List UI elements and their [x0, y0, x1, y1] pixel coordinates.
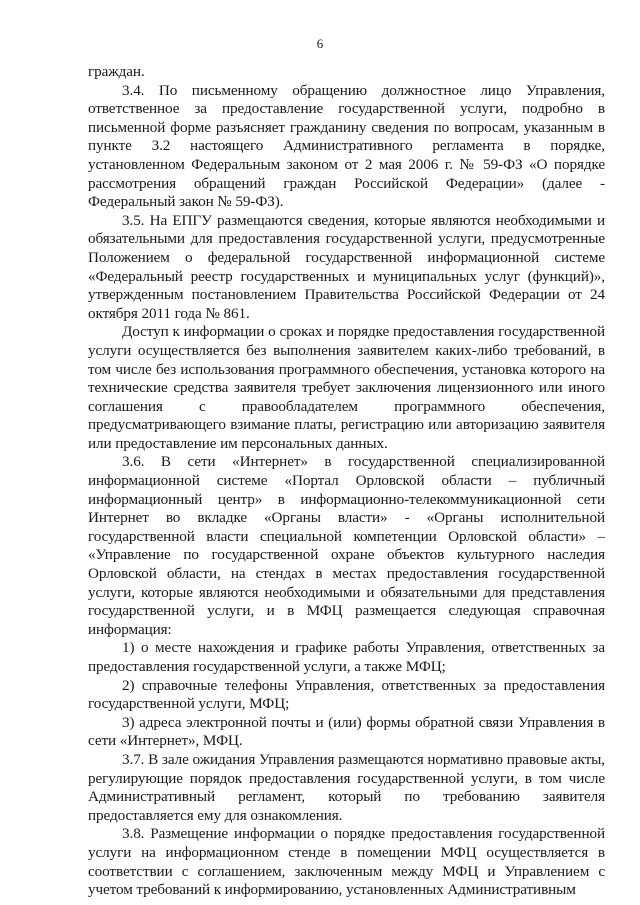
list-item-3: 3) адреса электронной почты и (или) формы обратной связи Управления в сети «Интернет», МФЦ. [88, 713, 605, 750]
document-body [88, 63, 605, 900]
paragraph-continuation: граждан. [88, 63, 145, 80]
page-number: 6 [316, 36, 324, 51]
paragraph-3-4: 3.4. По письменному обращению должностное лицо Управления, ответственное за предоставление государственной услуги, подробно в письменной форме разъясняет гражданину сведения по вопросам, указанным в пункте 3.2 настоящего Административного регламента в порядке, установленном Федеральным законом от 2 мая 2006 г. № 59-ФЗ «О порядке рассмотрения обращений граждан Российской Федерации» (далее - Федеральный закон № 59-ФЗ). [88, 81, 605, 211]
paragraph-3-5: 3.5. На ЕПГУ размещаются сведения, которые являются необходимыми и обязательными для предоставления государственной услуги, предусмотренные Положением о федеральной государственной информационной системе «Федеральный реестр государственных и муниципальных услуг (функций)», утвержденным постановлением Правительства Российской Федерации от 24 октября 2011 года № 861. [88, 211, 605, 322]
paragraph-access-info: Доступ к информации о сроках и порядке предоставления государственной услуги осуществляется без выполнения заявителем каких-либо требований, в том числе без использования программного обеспечения, установка которого на технические средства заявителя требует заключения лицензионного или иного соглашения с правообладателем программного обеспечения, предусматривающего взимание платы, регистрацию или авторизацию заявителя или предоставление им персональных данных. [88, 323, 605, 452]
list-item-1: 1) о месте нахождения и графике работы Управления, ответственных за предоставления государственной услуги, а также МФЦ; [88, 639, 605, 675]
paragraph-3-8: 3.8. Размещение информации о порядке предоставления государственной услуги на информационном стенде в помещении МФЦ осуществляется в соответствии с соглашением, заключенным между МФЦ и Управлением с учетом требований к информированию, установленных Административным [88, 825, 605, 899]
paragraph-3-6: 3.6. В сети «Интернет» в государственной специализированной информационной системе «Портал Орловской области – публичный информационный центр» в информационно-телекоммуникационной сети Интернет во вкладке «Органы власти» - «Органы исполнительной государственной власти специальной компетенции Орловской области» – «Управление по государственной охране объектов культурного наследия Орловской области, на стендах в местах предоставления государственной услуги, которые являются необходимыми и обязательными для представления государственной услуги, и в МФЦ размещается следующая справочная информация: [88, 453, 605, 638]
list-item-2: 2) справочные телефоны Управления, ответственных за предоставления государственной услуги, МФЦ; [88, 676, 605, 713]
paragraph-3-7: 3.7. В зале ожидания Управления размещаются нормативно правовые акты, регулирующие порядок предоставления государственной услуги, в том числе Административный регламент, который по требованию заявителя предоставляется ему для ознакомления. [88, 750, 605, 824]
